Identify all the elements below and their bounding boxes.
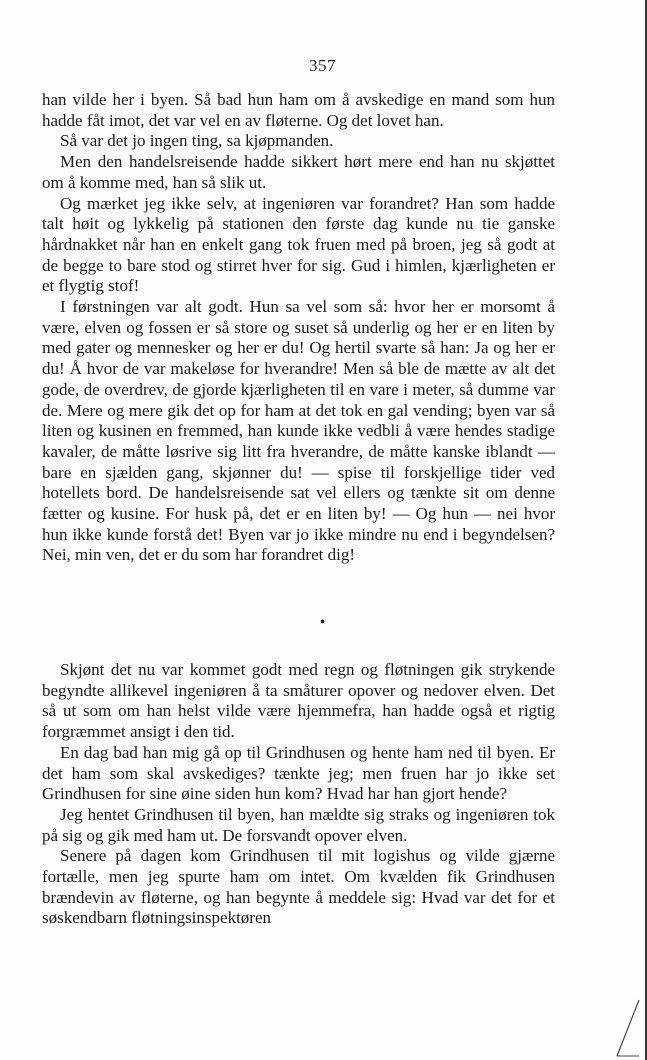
- paragraph: Så var det jo ingen ting, sa kjøpmanden.: [60, 131, 334, 151]
- paragraph: Og mærket jeg ikke selv, at ingeniøren var forandret? Han som hadde talt høit og lykkelig på stationen den første dag kunde nu tie ganske hårdnakket når han en enkelt gang tok fruen med på broen, jeg så godt at de begge to bare stod og stirret hver for sig. Gud i himlen, kjærligheten er et flygtig stof!: [42, 193, 555, 296]
- paragraph: I førstningen var alt godt. Hun sa vel som så: hvor her er morsomt å være, elven og fossen er så store og suset så underlig og her er en liten by med gater og mennesker og her er du! Og hertil svarte så han: Ja og her er du! Å hvor de var makeløse for hverandre! Men så ble de mætte av alt det gode, de overdrev, de gjorde kjærligheten til en vare i meter, så dumme var de. Mere og mere gik det op for ham at det tok en gal vending; byen var så liten og kusinen en fremmed, han kunde ikke vedbli å være hendes stadige kavaler, de måtte løsrive sig litt fra hverandre, de måtte kanske iblandt — bare en sjælden gang, skjønner du! — spise til forskjellige tider ved hotellets bord. De handelsreisende sat vel ellers og tænkte sit om denne fætter og kusine. For husk på, det er en liten by! — Og hun — nei hvor hun ikke kunde forstå det! Byen var jo ikke mindre nu end i begyndelsen? Nei, min ven, det er du som har forandret dig!: [42, 297, 555, 565]
- paragraph: Men den handelsreisende hadde sikkert hørt mere end han nu skjøttet om å komme med, han så slik ut.: [42, 152, 555, 192]
- page-corner-fold-icon: [615, 998, 641, 1058]
- paragraph: han vilde her i byen. Så bad hun ham om å avskedige en mand som hun hadde fåt imot, det var vel en av fløterne. Og det lovet han.: [42, 90, 555, 130]
- text-section-2: [42, 660, 555, 929]
- text-section-1: [42, 90, 555, 566]
- section-separator: •: [319, 614, 326, 631]
- paragraph: Senere på dagen kom Grindhusen til mit logishus og vilde gjærne fortælle, men jeg spurte ham om intet. Om kvælden fik Grindhusen brændevin av fløterne, og han begynte å meddele sig: Hvad var det for et søskendbarn fløtningsinspektøren: [42, 846, 555, 928]
- page-number: 357: [309, 56, 336, 75]
- paragraph: Jeg hentet Grindhusen til byen, han mældte sig straks og ingeniøren tok på sig og gik med ham ut. De forsvandt opover elven.: [42, 804, 555, 845]
- paragraph: En dag bad han mig gå op til Grindhusen og hente ham ned til byen. Er det ham som skal avskediges? tænkte jeg; men fruen har jo ikke set Grindhusen for sine øine siden hun kom? Hvad har han gjort hende?: [42, 742, 555, 804]
- paragraph: Skjønt det nu var kommet godt med regn og fløtningen gik strykende begyndte allikevel ingeniøren å ta småturer opover og nedover elven. Det så ut som om han helst vilde være hjemmefra, han hadde også et rigtig forgræmmet ansigt i den tid.: [42, 660, 555, 742]
